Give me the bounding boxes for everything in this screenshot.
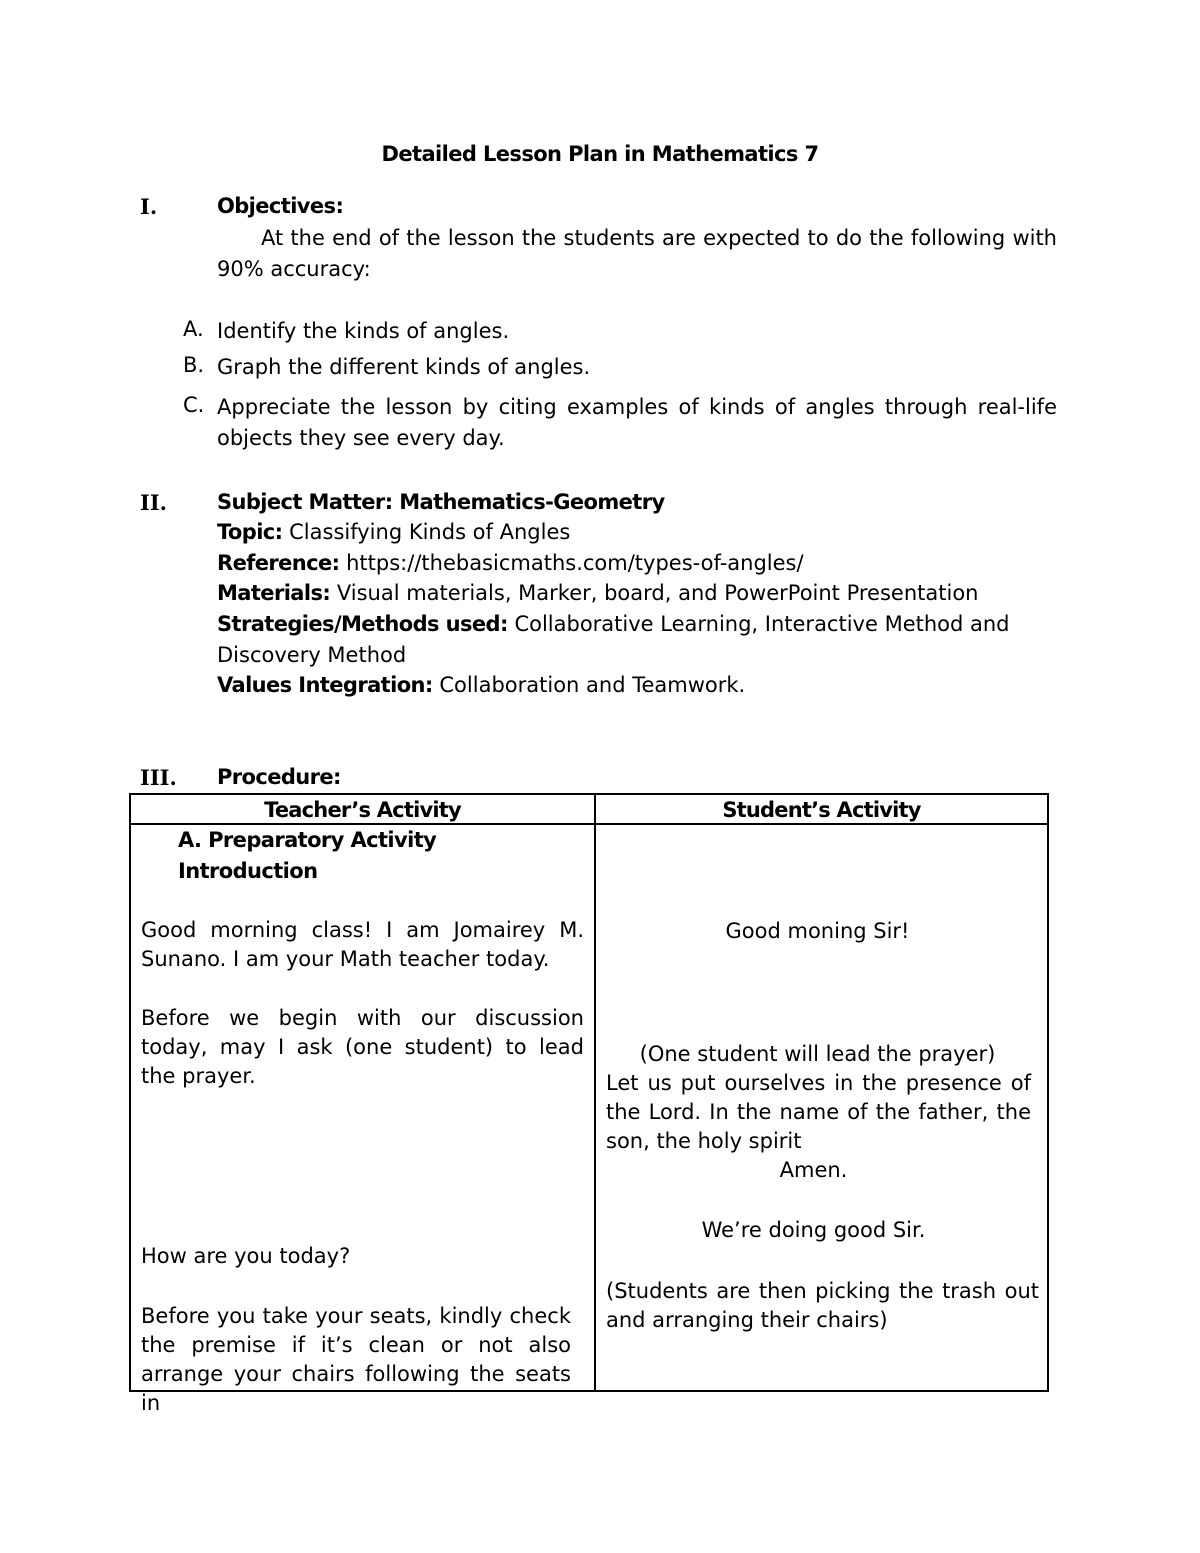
materials-value: Visual materials, Marker, board, and PowerPoint Presentation bbox=[336, 581, 979, 605]
section-number-objectives: I. bbox=[140, 194, 158, 219]
procedure-table bbox=[129, 793, 1049, 1415]
objective-a-text: Identify the kinds of angles. bbox=[217, 319, 510, 343]
reference-value: https://thebasicmaths.com/types-of-angles/ bbox=[346, 551, 804, 575]
objective-a-letter: A. bbox=[183, 317, 204, 341]
materials-label: Materials: bbox=[217, 581, 331, 605]
section-number-subject-matter: II. bbox=[140, 490, 167, 515]
values-label: Values Integration: bbox=[217, 673, 433, 697]
topic-value: Classifying Kinds of Angles bbox=[289, 520, 571, 544]
student-greeting-reply: Good moning Sir! bbox=[725, 919, 910, 943]
strategies-label: Strategies/Methods used: bbox=[217, 612, 508, 636]
objectives-intro bbox=[217, 223, 1057, 285]
strategies-line bbox=[217, 609, 1010, 640]
topic-line bbox=[217, 517, 570, 548]
materials-line bbox=[217, 578, 978, 609]
student-activity-header: Student’s Activity bbox=[722, 798, 921, 822]
objectives-heading: Objectives: bbox=[217, 194, 344, 218]
header-divider bbox=[131, 823, 1047, 825]
page-title: Detailed Lesson Plan in Mathematics 7 bbox=[381, 142, 819, 166]
teacher-prayer-request: Before we begin with our discussion today, may I ask (one student) to lead the prayer. bbox=[141, 1006, 584, 1088]
student-prayer: Let us put ourselves in the presence of the Lord. In the name of the father, the son, the holy spirit bbox=[606, 1071, 1031, 1153]
preparatory-activity-heading: A. Preparatory Activity bbox=[178, 828, 437, 852]
procedure-heading: Procedure: bbox=[217, 765, 341, 789]
student-amen: Amen. bbox=[779, 1158, 848, 1182]
student-prayer-note: (One student will lead the prayer) bbox=[639, 1042, 996, 1066]
student-doing-good: We’re doing good Sir. bbox=[701, 1218, 926, 1242]
objective-b-letter: B. bbox=[183, 353, 205, 377]
section-number-procedure: III. bbox=[140, 765, 177, 790]
reference-label: Reference: bbox=[217, 551, 340, 575]
objective-b-text: Graph the different kinds of angles. bbox=[217, 355, 591, 379]
values-line bbox=[217, 670, 745, 701]
objective-c-letter: C. bbox=[183, 393, 205, 417]
objective-c-text: Appreciate the lesson by citing examples of kinds of angles through real-life objects they see every day. bbox=[217, 395, 1057, 450]
teacher-activity-header: Teacher’s Activity bbox=[264, 798, 461, 822]
teacher-check-premise: Before you take your seats, kindly check the premise if it’s clean or not also arrange your chairs following the seats in bbox=[141, 1304, 571, 1415]
teacher-greeting: Good morning class! I am Jomairey M. Sunano. I am your Math teacher today. bbox=[141, 918, 584, 971]
teacher-how-are-you: How are you today? bbox=[141, 1244, 351, 1268]
reference-line bbox=[217, 548, 804, 579]
values-value: Collaboration and Teamwork. bbox=[439, 673, 746, 697]
strategies-line-2: Discovery Method bbox=[217, 643, 407, 667]
introduction-heading: Introduction bbox=[178, 859, 318, 883]
subject-matter-heading: Subject Matter: Mathematics-Geometry bbox=[217, 490, 665, 514]
student-picking-trash: (Students are then picking the trash out and arranging their chairs) bbox=[606, 1279, 1039, 1332]
strategies-value: Collaborative Learning, Interactive Method and bbox=[514, 612, 1010, 636]
objectives-intro-text: At the end of the lesson the students are expected to do the following with 90% accuracy: bbox=[217, 226, 1057, 281]
column-divider bbox=[594, 795, 596, 1390]
topic-label: Topic: bbox=[217, 520, 283, 544]
